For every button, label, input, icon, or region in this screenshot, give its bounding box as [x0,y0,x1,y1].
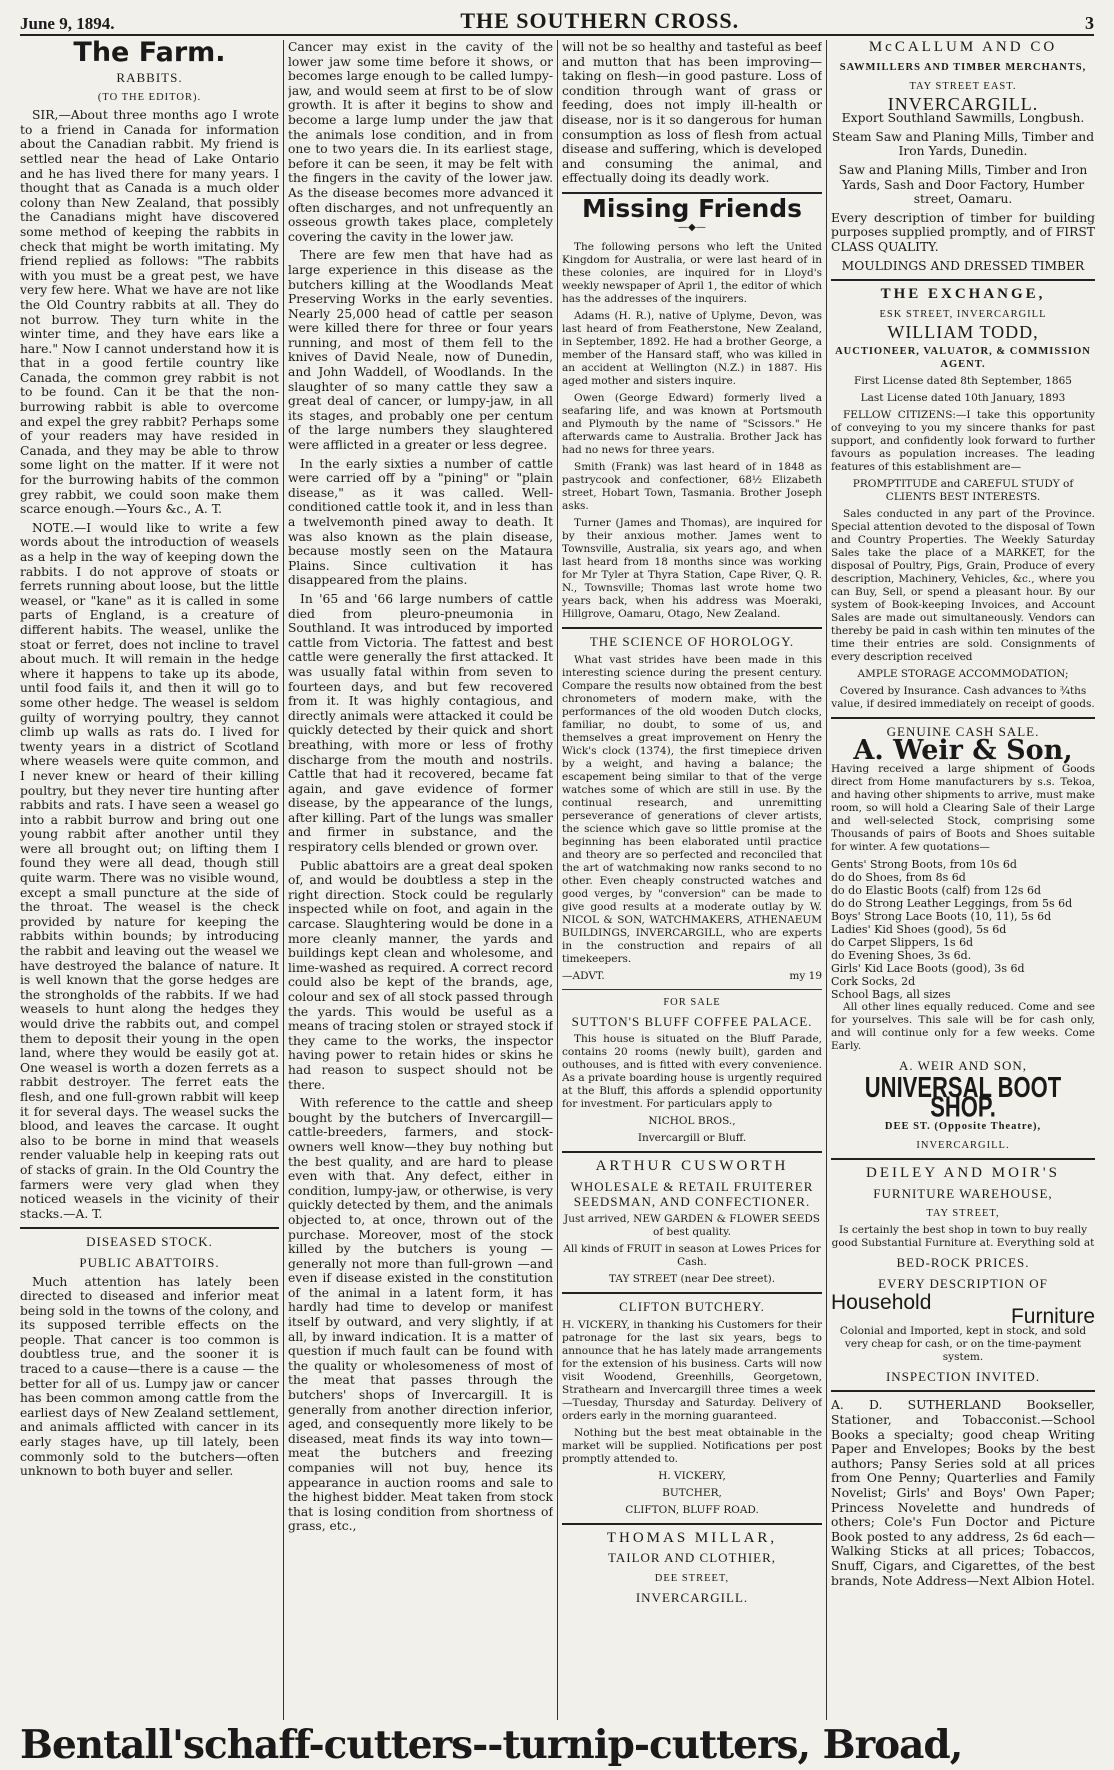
cusworth-subheading: WHOLESALE & RETAIL FRUITERER SEEDSMAN, AND CONFECTIONER. [570,1178,814,1209]
clifton-signature: H. VICKERY, [658,1469,726,1482]
todd-license: Last License dated 10th January, 1893 [860,392,1066,405]
price-item: Gents' Strong Boots, from 10s 6d [831,857,1017,871]
mccallum-line: Every description of timber for building purposes supplied promptly, and of FIRST CLASS QUALITY. [831,210,1095,254]
for-sale-heading: FOR SALE [663,996,721,1008]
price-item: Boys' Strong Lace Boots (10, 11), 5s 6d [831,909,1052,923]
deiley-subheading: FURNITURE WAREHOUSE, [873,1185,1053,1201]
todd-subheading: AUCTIONEER, VALUATOR, & COMMISSION AGENT. [835,346,1091,371]
divider [562,1151,822,1153]
sutton-heading: SUTTON'S BLUFF COFFEE PALACE. [571,1013,813,1029]
missing-entry: Smith (Frank) was last heard of in 1848 as pastrycook and confectioner, 68½ Elizabeth street, Hobart Town, Tasmania. Brother Joseph asks. [562,461,822,513]
farm-section-title: The Farm. [73,40,226,68]
todd-name: WILLIAM TODD, [887,321,1039,342]
mccallum-line: Steam Saw and Planing Mills, Timber and Iron Yards, Dunedin. [831,129,1095,159]
mccallum-line: Export Southland Sawmills, Longbush. [841,111,1085,126]
cusworth-heading: ARTHUR CUSWORTH [595,1158,789,1175]
mccallum-subheading: SAWMILLERS AND TIMBER MERCHANTS, [839,61,1087,73]
newspaper-title: THE SOUTHERN CROSS. [460,8,740,33]
inspection-invited: INSPECTION INVITED. [885,1368,1041,1384]
mccallum-line: MOULDINGS AND DRESSED TIMBER [841,258,1085,273]
clifton-heading: CLIFTON BUTCHERY. [619,1299,765,1315]
weir-heading: A. Weir & Son, [853,734,1073,766]
missing-entry: Owen (George Edward) formerly lived a seafaring life, and was known at Portsmouth and Plymouth by the name of "Scissors." He afterwards came to Australia. Brother Jack has had no news for three years. [562,392,822,457]
millar-town: INVERCARGILL. [635,1589,749,1605]
price-item: do do Elastic Boots (calf) from 12s 6d [831,883,1042,897]
household-word: Household [831,1290,932,1314]
sutton-text: This house is situated on the Bluff Parade, contains 20 rooms (newly built), garden and outhouses, and is fitted with every convenience. As a private boarding house is urgently required at the Bluff, this affords a splendid opportunity for investment. For particulars apply to [562,1033,822,1111]
clifton-text: Nothing but the best meat obtainable in the market will be supplied. Notifications per post promptly attended to. [562,1426,822,1465]
universal-boot-shop: UNIVERSAL BOOT SHOP. [864,1070,1062,1123]
divider [831,717,1095,719]
sutton-signature-town: Invercargill or Bluff. [637,1132,747,1145]
todd-license: First License dated 8th September, 1865 [854,375,1072,388]
advt-date: my 19 [789,969,822,982]
to-editor-label: (TO THE EDITOR). [97,92,202,104]
exchange-heading: THE EXCHANGE, [880,286,1046,303]
column-advertisements [831,40,1095,1720]
cusworth-line: Just arrived, NEW GARDEN & FLOWER SEEDS of best quality. [564,1213,820,1239]
column-divider [283,40,284,1720]
todd-promptitude: PROMPTITUDE and CAREFUL STUDY of CLIENTS BEST INTERESTS. [852,478,1074,504]
mccallum-town: INVERCARGILL. [887,93,1039,114]
missing-intro: The following persons who left the United Kingdom for Australia, or were last heard of in these colonies, are inquired for in Lloyd's weekly newspaper of April 1, the editor of which has the addresses of the inquirers. [562,241,822,306]
price-item: do do Shoes, from 8s 6d [831,870,966,884]
mccallum-heading: McCALLUM AND CO [868,40,1058,55]
deiley-heading: DEILEY AND MOIR'S [866,1165,1060,1182]
weir-text: All other lines equally reduced. Come and see for yourselves. This sale will be for cash only, and will continue only for a few weeks. Come Early. [831,1000,1095,1052]
millar-heading: THOMAS MILLAR, [606,1529,778,1546]
sutton-signature: NICHOL BROS., [648,1115,736,1128]
ornament-icon: —◆— [678,221,706,233]
millar-subheading: TAILOR AND CLOTHIER, [607,1550,777,1566]
advt-label: —ADVT. [562,969,605,982]
issue-date: June 9, 1894. [20,14,115,33]
divider [20,1227,279,1229]
missing-friends-title: Missing Friends [581,193,803,223]
weir-text: Having received a large shipment of Goods direct from Home manufacturers by s.s. Tekoa, and having other shipments to arrive, must make room, so will hold a Clearing Sale of their Large and well-selected Stock, comprising some Thousands of pairs of Boots and Shoes suitable for winter. A few quotations— [831,762,1095,853]
article-paragraph: With reference to the cattle and sheep bought by the butchers of Invercargill—cattle-breeders, farmers, and stock-owners well know—they buy nothing but the best quality, and are hard to please even with that. Any defect, either in condition, lumpy-jaw, or otherwise, is very quickly detected by them, and the animals objected to, at once, thrown out of the purchase. Moreover, most of the stock killed by the butchers is young —generally not more than full-grown —and even if disease existed in the constitution of the animal in a latent form, it has hardly had time to develop or manifest itself by outward, and very slightly, if at all, by inward indication. It is a matter of question if much fault can be found with the quality or wholesomeness of most of the meat that passes through the butchers' shops of Invercargill. It is generally from another direction inferior, aged, and consequently more likely to be diseased, meat finds its way into town—meat the butchers and freezing companies will not buy, hence its appearance in auction rooms and sale to the highest bidder. Meat taken from stock that is losing condition from shortness of grass, etc., [288,1096,553,1534]
price-item: Ladies' Kid Shoes (good), 5s 6d [831,922,1007,936]
ubs-street: DEE ST. (Opposite Theatre), [884,1121,1042,1133]
clifton-text: H. VICKERY, in thanking his Customers for their patronage for the last six years, begs to announce that he has lately made arrangements for the extension of his business. Carts will now visit Woodend, Greenhills, Georgetown, Strathearn and Invercargill three times a week—Tuesday, Thursday and Saturday. Delivery of orders early in the morning guaranteed. [562,1318,822,1422]
millar-street: DEE STREET, [654,1572,730,1584]
article-paragraph: There are few men that have had as large experience in this disease as the butchers killing at the Woodlands Meat Preserving Works in the early seventies. Nearly 25,000 head of cattle per season were killed there for three or four years running, and most of them fell to the knives of David Neale, now of Dunedin, and John Waddell, of Woodlands. In the slaughter of so many cattle they saw a great deal of cancer, or lumpy-jaw, in all its stages, and probably one per centum of the large numbers they slaughtered were afflicted in a greater or less degree. [288,248,553,453]
divider [562,1292,822,1294]
horology-text: What vast strides have been made in this interesting science during the present century. Compare the results now obtained from the best chronometers of modern make, with the performances of the old wooden Dutch clocks, familiar, no doubt, to some of us, and themselves a great improvement on Henry the Wick's clock (1374), the first timepiece driven by a weight, and having a balance; the escapement being similar to that of the verge watches some of which are still in use. By the continual research, and unremitting perseverance of generations of clever artists, the science which gave so little promise at the beginning has been elaborated until practice and theory are so perfected and reconciled that the art of watchmaking now ranks second to no other. Even cheaply constructed watches and good verges, by "conversion" can be made to give good results at a moderate outlay by W. NICOL & SON, WATCHMAKERS, ATHENAEUM BUILDINGS, INVERCARGILL, who are experts in the construction and repairs of all timekeepers. [562,653,822,965]
cusworth-line: TAY STREET (near Dee street). [608,1273,776,1286]
todd-text: Sales conducted in any part of the Province. Special attention devoted to the disposal of Town and Country Properties. The Weekly Saturday Sales take the place of a MARKET, for the disposal of Poultry, Pigs, Grain, Produce of every description, Machinery, Vehicles, &c., where you can Buy, Sell, or spend a pleasant hour. By our system of Book-keeping Invoices, and Account Sales are made out simultaneously. Vendors can thereby be paid in cash within ten minutes of the time their entries are sold. Consignments of every description received [831,508,1095,664]
furniture-word: Furniture [1010,1305,1095,1329]
price-item: do do Strong Leather Leggings, from 5s 6d [831,896,1073,910]
rabbits-letter: SIR,—About three months ago I wrote to a friend in Canada for information about the Canadian rabbit. My friend is settled near the head of Lake Ontario and he has lived there for many years. I thought that as Canada is a much older colony than New Zealand, that possibly the Canadians might have discovered some method of keeping the rabbits in check that might be worth imitating. My friend replied as follows: "The rabbits with you must be a great pest, we have very few here. What we have are not like the Old Country rabbits at all. They do not burrow. They turn white in the winter time, and they have ears like a hare." Now I cannot understand how it is that in a good fertile country like Canada, the common grey rabbit is not to be found. Can it be that the non-burrowing rabbit is able to overcome and expel the grey rabbit? Perhaps some of your readers may have resided in Canada, and they may be able to throw some light on the matter. If it were not for the burrowing habits of the common grey rabbit, we could soon make them scarce enough.—Yours &c., A. T. [20,108,279,517]
diseased-stock-heading: DISEASED STOCK. [86,1234,213,1250]
deiley-street: TAY STREET, [926,1208,1000,1220]
divider [562,989,822,990]
clifton-signature-address: CLIFTON, BLUFF ROAD. [625,1503,759,1516]
divider [831,279,1095,281]
price-item: do Carpet Slippers, 1s 6d [831,935,974,949]
price-item: do Evening Shoes, 3s 6d. [831,948,972,962]
abattoirs-text: Much attention has lately been directed to diseased and inferior meat being sold in the towns of the colony, and its supposed terrible effects on the people. That cancer is too common is doubtless true, and the sooner it is traced to a cause—there is a cause — the better for all of us. Lumpy jaw or cancer has been common among cattle from the earliest days of New Zealand settlement, and animals afflicted with cancer in its early stages have, up till lately, been commonly sold to the butchers—often unknown to both buyer and seller. [20,1274,279,1479]
exchange-street: ESK STREET, INVERCARGILL [879,308,1047,320]
weasel-note: NOTE.—I would like to write a few words about the introduction of weasels as a help in the way of keeping down the rabbits. I do not approve of stoats or ferrets running about loose, but the little weasel, or "kane" as it is called in some parts of England, is a creature of different habits. The weasel, unlike the stoat or ferret, does not incline to travel about much. It will remain in the hedge where it happens to take up its abode, until food fails it, and then it will go to some other hedge. The weasel is seldom guilty of worrying poultry, they cannot climb up walls as rats do. I lived for twenty years in a district of Scotland where weasels were quite common, and I never knew or heard of their killing poultry, but they never tire hunting after rabbits and rats. I have seen a weasel go into a rabbit burrow and bring out one young rabbit after another until they were all brought out; on lifting them I found they were all dead, though still quite warm. There was no visible wound, except a small puncture at the side of the throat. The weasel is the check provided by nature for keeping the rabbits within bounds; by introducing the rabbit and leaving out the weasel we have destroyed the balance of nature. It is well known that the gorse hedges are the strongholds of the rabbits. If we had weasels to hunt along the hedges they would drive the rabbits out, and compel them to deposit their young in the open land, where they would be easily got at. One weasel is worth a dozen ferrets as a rabbit destroyer. The ferret eats the flesh, and one full-grown rabbit will keep it for several days. The weasel sucks the blood, and leaves the carcase. It ought also to be borne in mind that weasels render valuable help in keeping rats out of stacks of grain. In the Old Country the farmers were very glad when they noticed weasels in the vicinity of their stacks.—A. T. [20,520,279,1221]
deiley-text: Is certainly the best shop in town to buy really good Substantial Furniture at. Everything sold at [831,1224,1095,1250]
rabbits-heading: RABBITS. [116,69,183,85]
column-divider [826,40,827,1720]
ubs-town: INVERCARGILL. [916,1140,1010,1152]
todd-text: Covered by Insurance. Cash advances to ¾ths value, if desired immediately on receipt of goods. [831,685,1095,711]
public-abattoirs-heading: PUBLIC ABATTOIRS. [79,1254,220,1270]
article-paragraph: In '65 and '66 large numbers of cattle died from pleuro-pneumonia in Southland. It was introduced by imported cattle from Victoria. The fattest and best cattle were generally the first attacked. It was usually fatal within from seven to fourteen days, and but few recovered from it. It was highly contagious, and directly animals were attacked it could be quickly detected by their quick and short breathing, with more or less of frothy discharge from the mouth and nostrils. Cattle that had it recovered, became fat again, and gave evidence of former disease, by the appearance of the lungs, after killing. Part of the lungs was smaller and firmer in substance, and the respiratory cells blended or grown over. [288,591,553,855]
masthead [20,6,1094,36]
divider [562,627,822,629]
price-item: Cork Socks, 2d [831,974,916,988]
cusworth-line: All kinds of FRUIT in season at Lowes Prices for Cash. [563,1243,821,1269]
price-list [831,858,1095,1001]
mccallum-line: Saw and Planing Mills, Timber and Iron Yards, Sash and Door Factory, Humber street, Oamaru. [838,162,1088,207]
weir-signature: A. WEIR AND SON, [898,1057,1028,1073]
divider [831,1390,1095,1392]
article-paragraph: will not be so healthy and tasteful as beef and mutton that has been improving—taking on flesh—in good pasture. Loss of condition through want of grass or feeding, does not imply ill-health or disease, nor is it so dangerous for human consumption as loss of flesh from actual disease and suffering, which is developed and consuming the animal, and effectually doing its deadly work. [562,40,822,186]
price-item: School Bags, all sizes [831,987,951,1001]
bed-rock-prices: BED-ROCK PRICES. [896,1255,1030,1271]
price-item: Girls' Kid Lace Boots (good), 3s 6d [831,961,1025,975]
clifton-signature-role: BUTCHER, [662,1486,722,1499]
divider [562,1523,822,1525]
every-description: EVERY DESCRIPTION OF [878,1276,1048,1292]
article-paragraph: In the early sixties a number of cattle were carried off by a "pining" or "plain disease," as it was called. Well-conditioned cattle took it, and in less than a twelvemonth pined away to death. It was also known as the plain disease, because mostly seen on the Mataura Plains. Since cultivation it has disappeared from the plains. [288,456,553,588]
column-abattoirs-continued [288,40,553,1720]
todd-text: FELLOW CITIZENS:—I take this opportunity of conveying to you my sincere thanks for past support, and confidently look forward to further favours as population increases. The leading features of this establishment are— [831,409,1095,474]
column-divider [557,40,558,1720]
horology-heading: THE SCIENCE OF HOROLOGY. [589,634,795,650]
missing-entry: Adams (H. R.), native of Uplyme, Devon, was last heard of from Featherstone, New Zealand, in September, 1892. He had a brother George, a member of the Hansard staff, who was killed in an accident at Wellington (N.Z.) in 1887. His aged mother and sisters inquire. [562,310,822,388]
column-missing-friends [562,40,822,1720]
column-farm [20,40,279,1720]
missing-entry: Turner (James and Thomas), are inquired for by their anxious mother. James went to Townsville, Australia, six years ago, and when last heard from 18 months since was working for Mr Tyler at Thyra Station, Cape River, Q. R. N., Townsville; Thomas last wrote home two years back, when his address was Moeraki, Hillgrove, Oamaru, Otago, New Zealand. [562,517,822,621]
article-paragraph: Public abattoirs are a great deal spoken of, and would be doubtless a step in the right direction. Stock could be regularly inspected while on foot, and again in the carcase. Slaughtering would be done in a more cleanly manner, the yards and buildings kept clean and wholesome, and lime-washed as required. A correct record could also be kept of the brands, age, colour and sex of all stock passed through the yards. This would be useful as a means of tracing stolen or strayed stock if they came to the works, the inspector having power to retain hides or skins he had reason to suspect should not be there. [288,858,553,1092]
article-paragraph: Cancer may exist in the cavity of the lower jaw some time before it shows, or becomes large enough to be called lumpy-jaw, and would seem at first to be of slow growth. It is after it begins to show and become a large lump under the jaw that the animals lose condition, and in from one to two years die. In its earliest stage, before it can be seen, it may be felt with the fingers in the cavity of the lower jaw. As the disease becomes more advanced it often discharges, and not unfrequently an osseous growth takes place, completely covering the cavity in the lower jaw. [288,40,553,244]
deiley-text: Colonial and Imported, kept in stock, and sold very cheap for cash, or on the time-payment system. [839,1324,1087,1363]
sutherland-ad: A. D. SUTHERLAND Bookseller, Stationer, and Tobacconist.—School Books a specialty; good cheap Writing Paper and Envelopes; Books by the best authors; Pansy Series sold at all prices from One Penny; Quarterlies and Family Novelist; Girls' and Boys' Own Paper; Princess Novelette and hundreds of others; Cole's Fun Doctor and Picture Book posted to any address, 2s 6d each—Walking Sticks at all prices; Tobaccos, Snuff, Cigars, and Cigarettes, of the best brands, Note Address—Next Albion Hotel. [831,1398,1095,1588]
mccallum-street: TAY STREET EAST. [909,80,1017,92]
page-number: 3 [1084,13,1094,33]
footer-advertisement: Bentall'schaff-cutters--turnip-cutters, Broad, [20,1722,963,1768]
genuine-cash-sale-heading: GENUINE CASH SALE. [886,724,1040,740]
todd-storage: AMPLE STORAGE ACCOMMODATION; [857,668,1069,681]
divider [831,1158,1095,1160]
